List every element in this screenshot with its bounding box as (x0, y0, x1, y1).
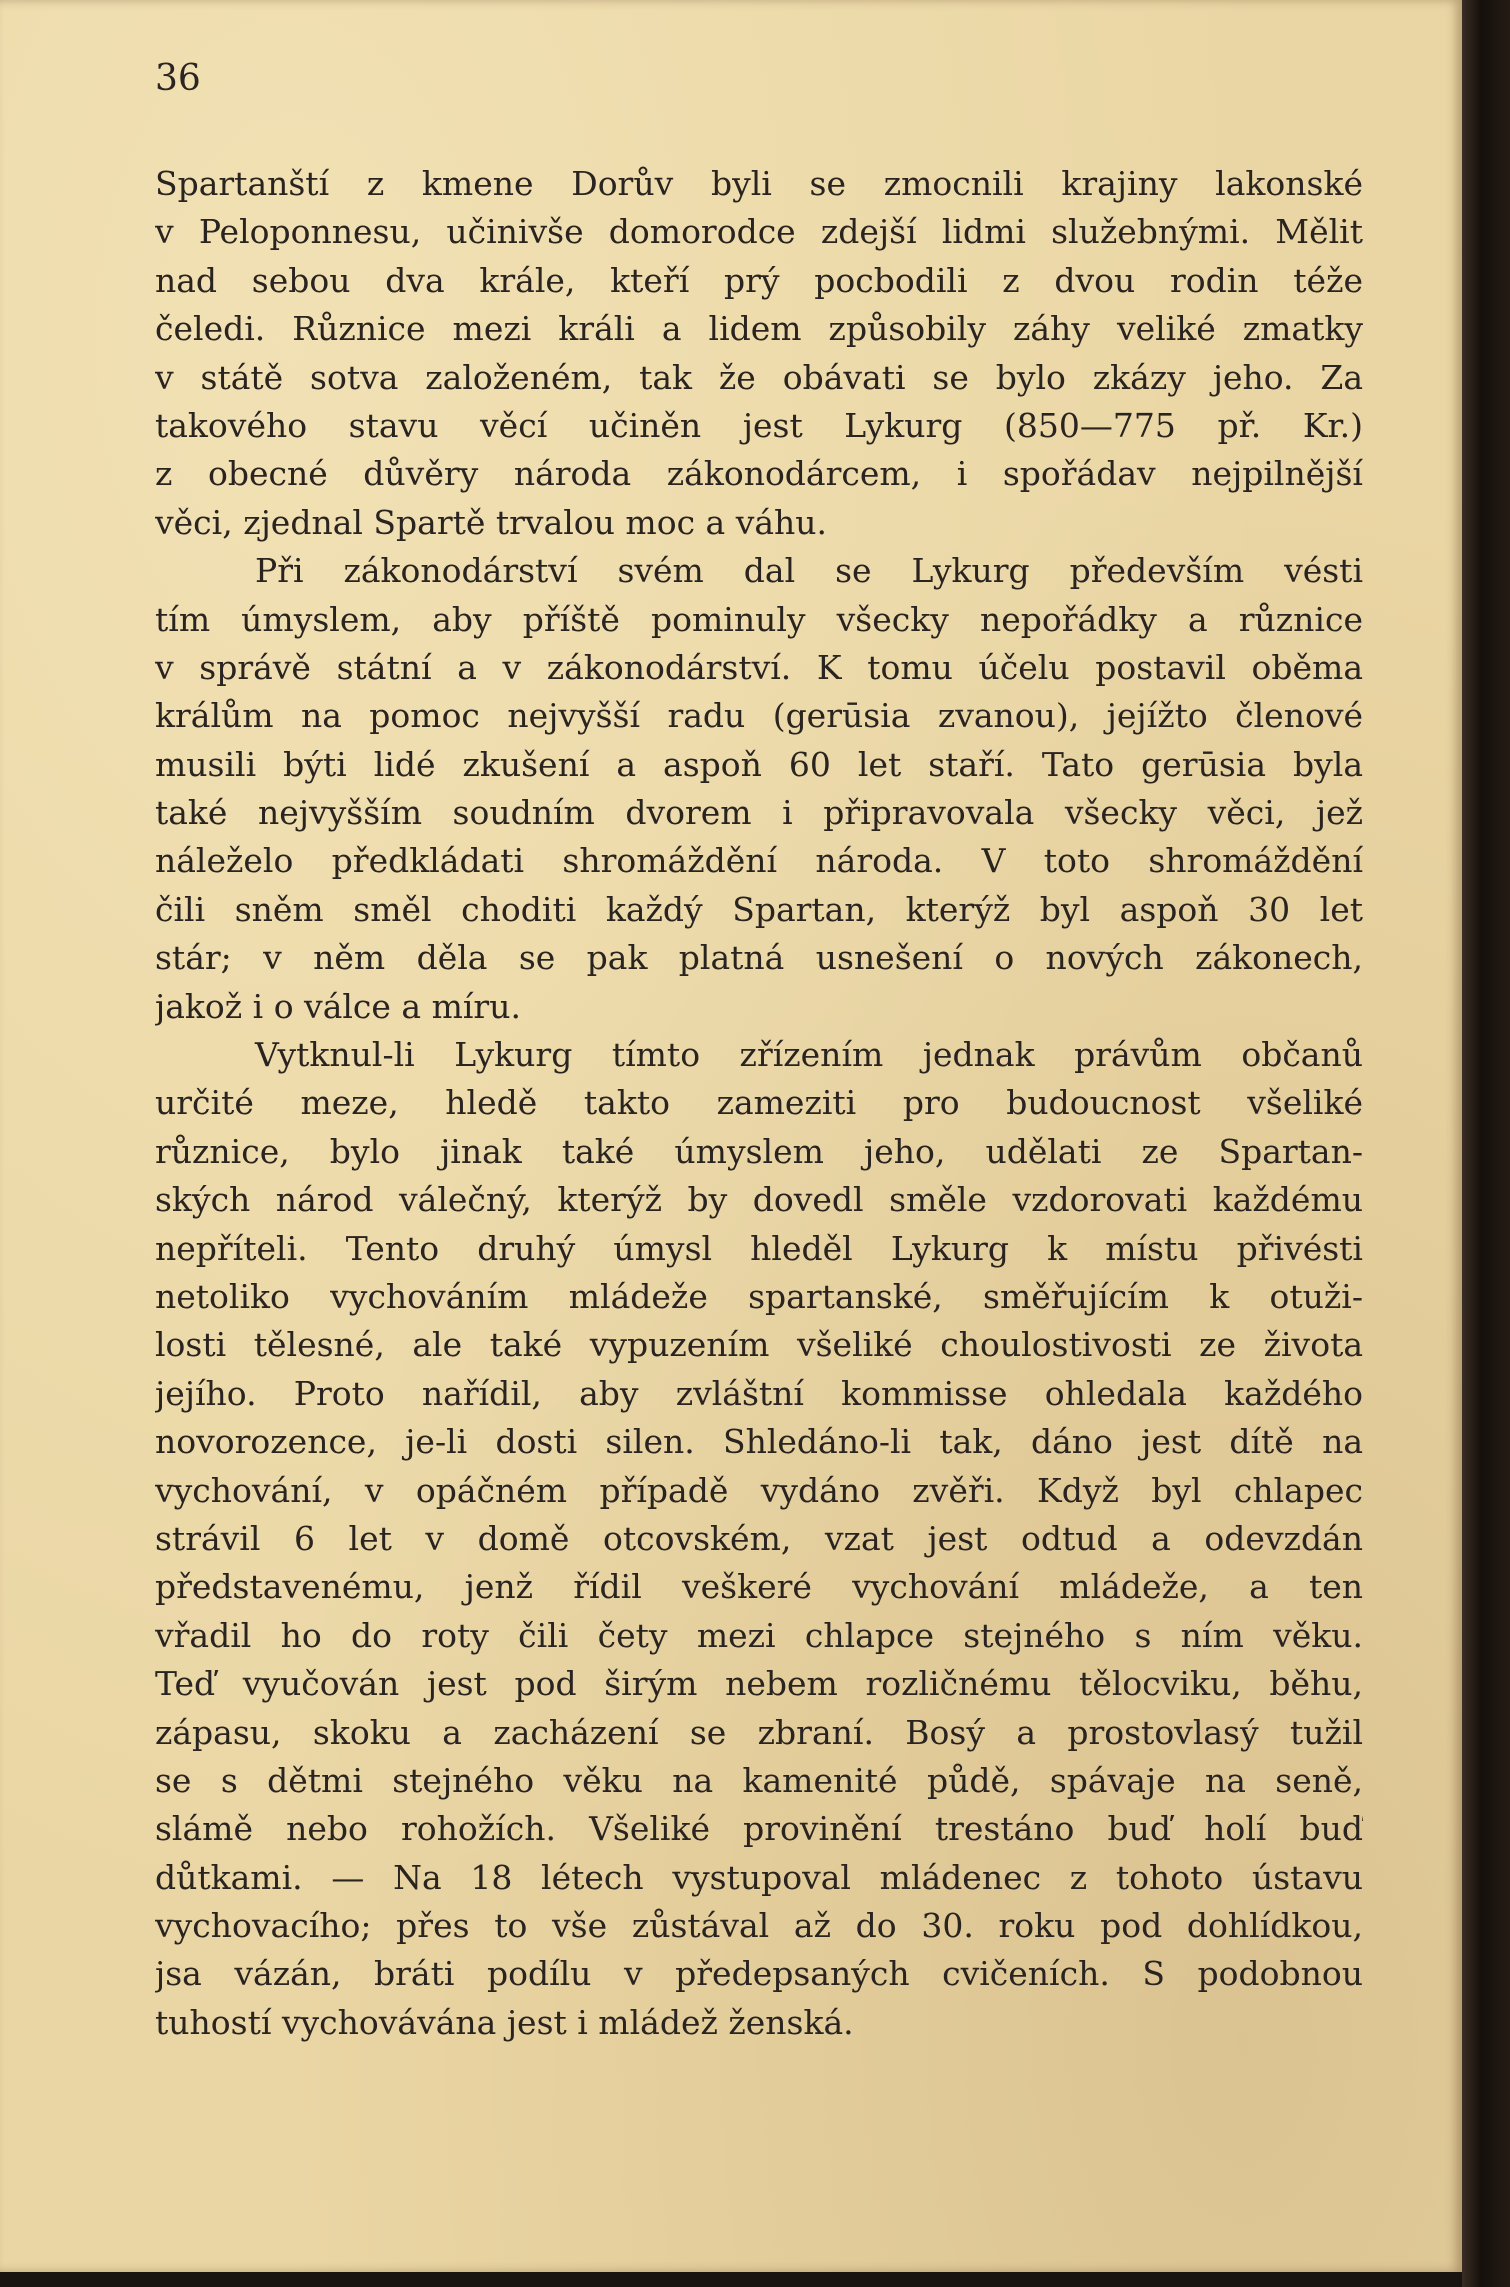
text-line: losti tělesné, ale také vypuzením všeliké choulostivosti ze života (155, 1325, 1363, 1365)
text-line: čeledi. Různice mezi králi a lidem způsobily záhy veliké zmatky (155, 309, 1363, 349)
text-line: novorozence, je-li dosti silen. Shledáno-li tak, dáno jest dítě na (155, 1422, 1363, 1462)
text-line: se s dětmi stejného věku na kamenité půdě, spávaje na seně, (155, 1760, 1363, 1800)
body-text (155, 160, 1363, 2047)
text-line: nepříteli. Tento druhý úmysl hleděl Lykurg k místu přivésti (155, 1228, 1363, 1268)
text-line: náleželo předkládati shromáždění národa. V toto shromáždění (155, 841, 1363, 881)
text-line: věci, zjednal Spartě trvalou moc a váhu. (155, 502, 828, 542)
text-line: ských národ válečný, kterýž by dovedl směle vzdorovati každému (155, 1180, 1363, 1220)
text-line: tuhostí vychovávána jest i mládež ženská. (155, 2002, 854, 2042)
text-line: takového stavu věcí učiněn jest Lykurg (850—775 př. Kr.) (155, 405, 1363, 445)
text-line: důtkami. — Na 18 létech vystupoval mládenec z tohoto ústavu (155, 1857, 1363, 1897)
text-line: netoliko vychováním mládeže spartanské, směřujícím k otuži- (155, 1276, 1363, 1316)
text-line: Teď vyučován jest pod širým nebem rozličnému tělocviku, běhu, (155, 1664, 1363, 1704)
text-line: čili sněm směl choditi každý Spartan, kterýž byl aspoň 30 let (155, 889, 1363, 929)
text-line: jakož i o válce a míru. (155, 986, 521, 1026)
text-line: tím úmyslem, aby příště pominuly všecky nepořádky a různice (155, 599, 1363, 639)
page-number: 36 (155, 58, 201, 99)
text-line: Při zákonodárství svém dal se Lykurg především vésti (255, 551, 1363, 591)
text-line: jejího. Proto nařídil, aby zvláštní kommisse ohledala každého (155, 1373, 1363, 1413)
text-line: z obecné důvěry národa zákonodárcem, i spořádav nejpilnější (155, 454, 1363, 494)
text-line: musili býti lidé zkušení a aspoň 60 let staří. Tato gerūsia byla (155, 744, 1363, 784)
text-line: nad sebou dva krále, kteří prý pocbodili z dvou rodin téže (155, 260, 1363, 300)
text-line: stár; v něm děla se pak platná usnešení o nových zákonech, (155, 938, 1363, 978)
text-line: vychování, v opáčném případě vydáno zvěři. Když byl chlapec (155, 1470, 1363, 1510)
text-line: určité meze, hledě takto zameziti pro budoucnost všeliké (155, 1083, 1363, 1123)
text-line: v státě sotva založeném, tak že obávati se bylo zkázy jeho. Za (155, 357, 1363, 397)
text-line: zápasu, skoku a zacházení se zbraní. Bosý a prostovlasý tužil (155, 1712, 1363, 1752)
text-line: představenému, jenž řídil veškeré vychování mládeže, a ten (155, 1567, 1363, 1607)
text-line: Spartanští z kmene Dorův byli se zmocnili krajiny lakonské (155, 164, 1363, 203)
text-line: Vytknul-li Lykurg tímto zřízením jednak právům občanů (255, 1035, 1363, 1075)
text-line: také nejvyšším soudním dvorem i připravovala všecky věci, jež (155, 793, 1363, 833)
text-line: jsa vázán, bráti podílu v předepsaných cvičeních. S podobnou (155, 1954, 1363, 1994)
text-line: v Peloponnesu, učinivše domorodce zdejší lidmi služebnými. Mělit (155, 212, 1363, 252)
text-line: vychovacího; přes to vše zůstával až do 30. roku pod dohlídkou, (155, 1906, 1363, 1946)
book-binding-edge (1462, 0, 1510, 2287)
text-line: v správě státní a v zákonodárství. K tomu účelu postavil oběma (155, 647, 1363, 687)
text-line: slámě nebo rohožích. Všeliké provinění trestáno buď holí buď (155, 1809, 1363, 1849)
text-line: králům na pomoc nejvyšší radu (gerūsia zvanou), jejížto členové (155, 696, 1363, 736)
text-line: vřadil ho do roty čili čety mezi chlapce stejného s ním věku. (155, 1615, 1363, 1655)
text-line: různice, bylo jinak také úmyslem jeho, udělati ze Spartan- (155, 1131, 1363, 1171)
text-line: strávil 6 let v domě otcovském, vzat jest odtud a odevzdán (155, 1518, 1363, 1558)
